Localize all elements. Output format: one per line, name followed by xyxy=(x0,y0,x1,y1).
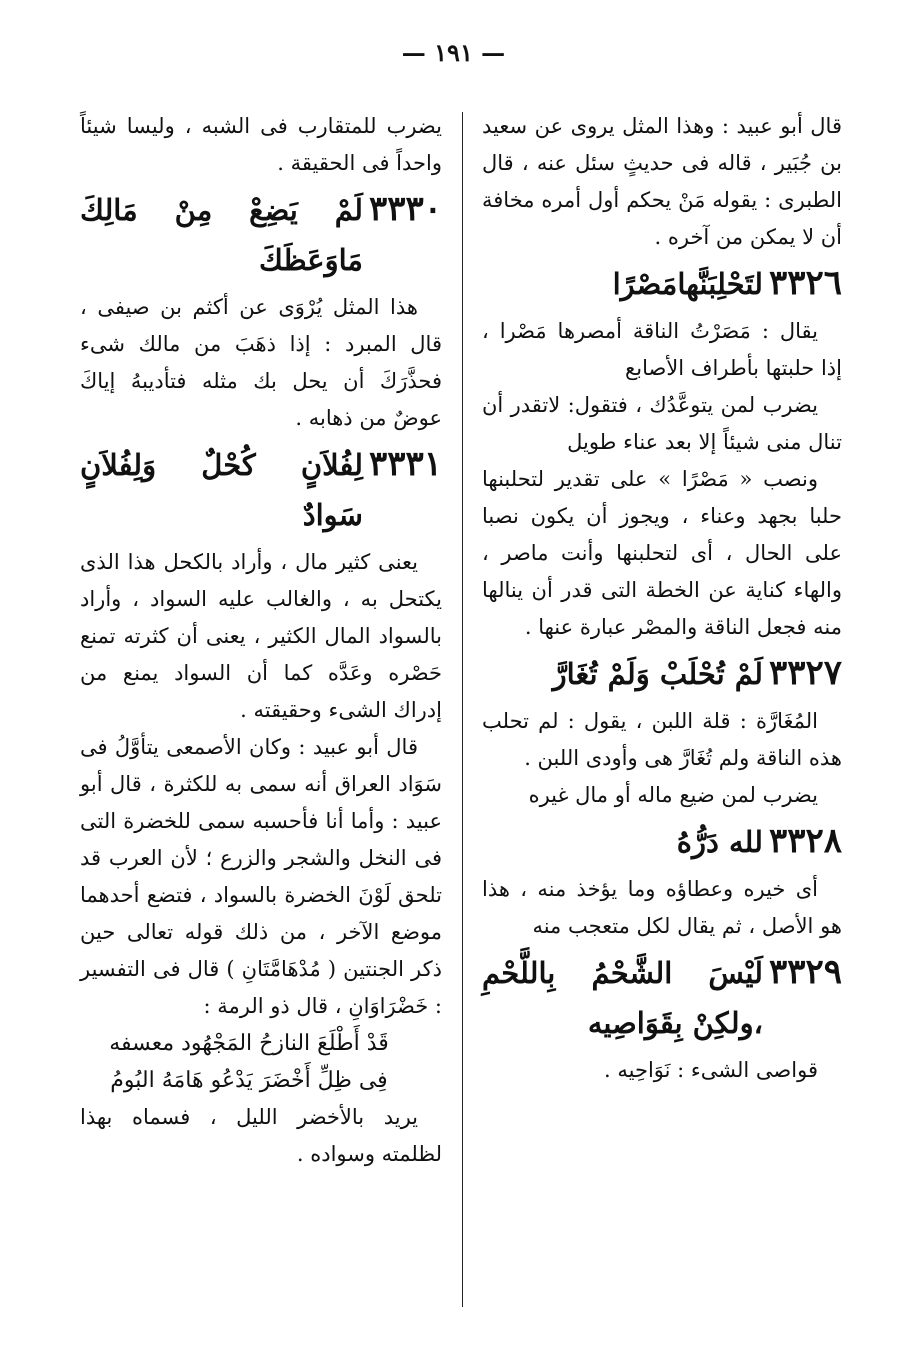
paragraph: يضرب للمتقارب فى الشبه ، وليسا شيئاً واحداً فى الحقيقة . xyxy=(80,114,442,175)
paragraph: ونصب « مَصْرًا » على تقدير لتحلبنها حلبا بجهد وعناء ، ويجوز أن يكون نصبا على الحال ، أى لتحلبنها وأنت ماصر ، والهاء كناية عن الخطة التى قدر أن ينالها منه فجعل الناقة والمصْر عبارة عنها . xyxy=(482,467,842,639)
paragraph: يقال : مَصَرْتُ الناقة أمصرها مَصْرا ، إذا حلبتها بأطراف الأصابع xyxy=(482,319,842,380)
proverb-number: ٣٣٣١ xyxy=(368,444,442,484)
proverb-number: ٣٣٢٨ xyxy=(768,821,842,861)
left-column xyxy=(80,108,442,1173)
page-number: — ١٩١ — xyxy=(401,38,506,67)
paragraph: أى خيره وعطاؤه وما يؤخذ منه ، هذا هو الأصل ، ثم يقال لكل متعجب منه xyxy=(482,877,842,938)
proverb-heading xyxy=(80,439,442,540)
proverb-number: ٣٣٢٧ xyxy=(768,653,842,693)
paragraph: قواصى الشىء : نَوَاحِيه . xyxy=(604,1058,818,1082)
paragraph: قال أبو عبيد : وهذا المثل يروى عن سعيد بن جُبَير ، قاله فى حديثٍ سئل عنه ، قال الطبرى : يقوله مَنْ يحكم أول أمره مخافة أن لا يمكن من آخره . xyxy=(482,114,842,249)
proverb-text: لتَحْلِبَنَّهامَصْرًا xyxy=(612,267,763,301)
proverb-number: ٣٣٣٠ xyxy=(368,189,442,229)
paragraph: يضرب لمن ضيع ماله أو مال غيره xyxy=(528,783,818,807)
proverb-heading xyxy=(482,816,842,867)
proverb-number: ٣٣٢٩ xyxy=(768,952,842,992)
column-divider xyxy=(462,112,463,1307)
verse-line: قَدْ أَطْلَعَ النازحُ المَجْهُود معسفه xyxy=(109,1031,389,1056)
verse-line: فِى ظِلِّ أَخْضَرَ يَدْعُو هَامَهُ البُومُ xyxy=(110,1068,388,1093)
proverb-heading xyxy=(482,648,842,699)
paragraph: هذا المثل يُرْوَى عن أكثم بن صيفى ، قال المبرد : إذا ذهَبَ من مالك شىء فحذَّرَكَ أن يحل بك مثله فتأديبهُ إياكَ عوضٌ من ذهابه . xyxy=(80,295,442,430)
paragraph: قال أبو عبيد : وكان الأصمعى يتأوَّلُ فى سَوَاد العراق أنه سمى به للكثرة ، قال أبو عبيد : وأما أنا فأحسبه سمى للخضرة التى فى النخل والشجر والزرع ؛ لأن العرب قد تلحق لَوْنَ الخضرة بالسواد ، فتضع أحدهما موضع الآخر ، من ذلك قوله تعالى حين ذكر الجنتين ( مُدْهَامَّتَانِ ) قال فى التفسير : خَضْرَاوَانِ ، قال ذو الرمة : xyxy=(80,735,442,1018)
paragraph: يعنى كثير مال ، وأراد بالكحل هذا الذى يكتحل به ، والغالب عليه السواد ، وأراد بالسواد المال الكثير ، يعنى أن كثرته تمنع حَصْره وعَدَّه كما أن السواد يمنع من إدراك الشىء وحقيقته . xyxy=(80,550,442,722)
paragraph: يضرب لمن يتوعَّدُك ، فتقول: لاتقدر أن تنال منى شيئاً إلا بعد عناء طويل xyxy=(482,393,842,454)
proverb-number: ٣٣٢٦ xyxy=(768,263,842,303)
proverb-text: لِفُلاَنٍ كُحْلٌ وَلِفُلاَنٍ سَوادٌ xyxy=(80,448,363,532)
proverb-heading xyxy=(482,947,842,1048)
proverb-text: لَمْ تُحْلَبْ وَلَمْ تُغَارَّ xyxy=(552,657,763,691)
proverb-text: لَمْ يَضِعْ مِنْ مَالِكَ مَاوَعَظَكَ xyxy=(80,193,363,277)
paragraph: المُغَارَّة : قلة اللبن ، يقول : لم تحلب هذه الناقة ولم تُغَارَّ هى وأودى اللبن . xyxy=(482,709,842,770)
proverb-heading xyxy=(482,258,842,309)
proverb-text: لَيْسَ الشَّحْمُ بِاللَّحْمِ ،ولكِنْ بِقَوَاصِيه xyxy=(482,956,763,1040)
right-column xyxy=(482,108,842,1089)
proverb-text: لله دَرُّهُ xyxy=(676,825,763,859)
proverb-heading xyxy=(80,184,442,285)
paragraph: يريد بالأخضر الليل ، فسماه بهذا لظلمته وسواده . xyxy=(80,1105,442,1166)
